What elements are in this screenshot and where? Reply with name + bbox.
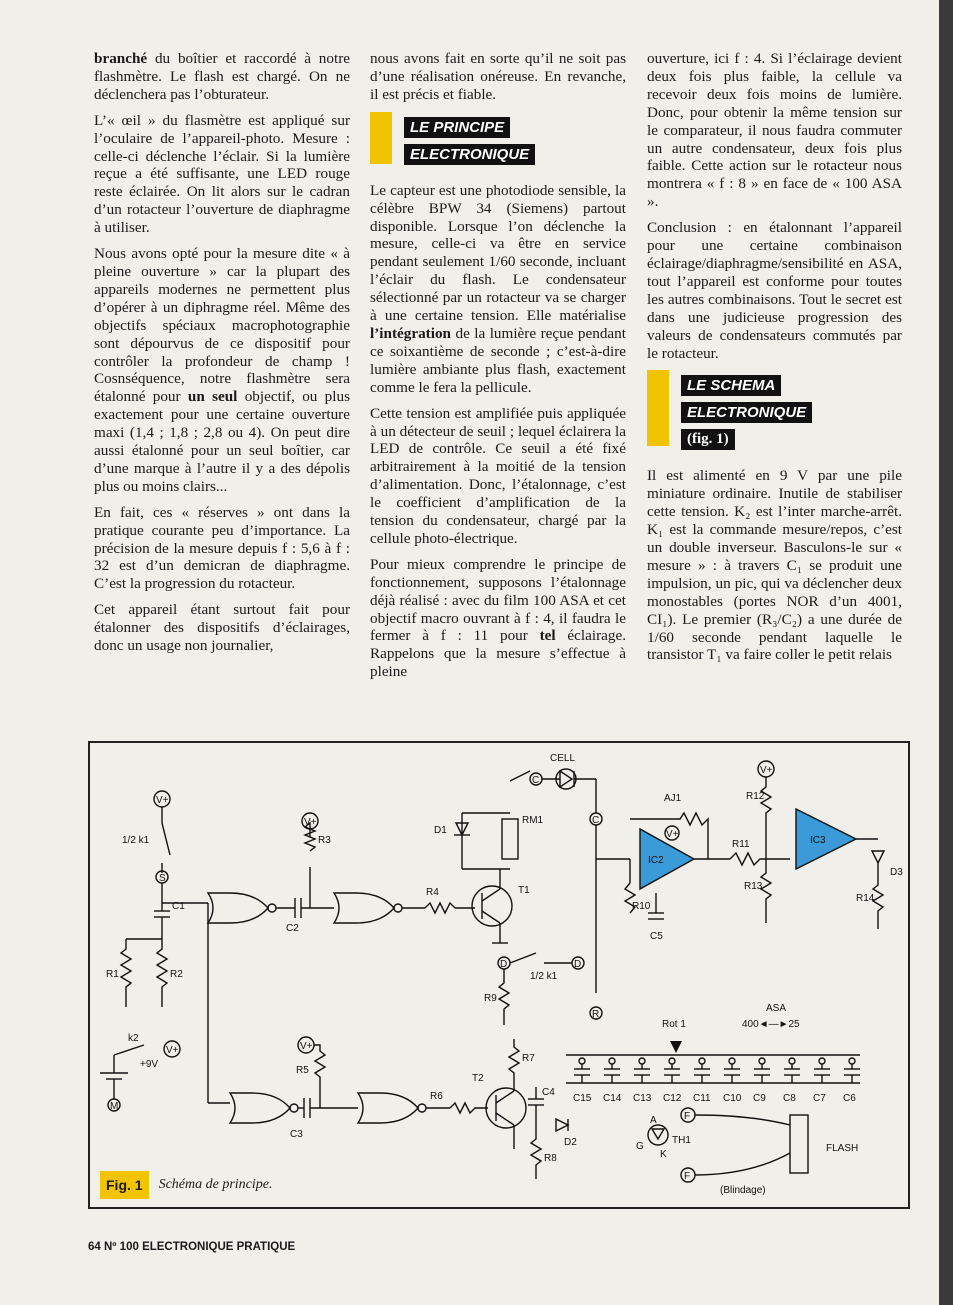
figure-caption [100,1171,272,1199]
capacitor-c11 [693,1058,711,1104]
svg-text:C3: C3 [290,1129,303,1140]
svg-text:C5: C5 [650,931,663,942]
svg-text:C: C [592,815,600,826]
k1-switch-section [106,791,208,1103]
capacitor-c14 [603,1058,622,1104]
heading-yellow-bar [647,370,669,446]
svg-text:ASA: ASA [766,1003,787,1014]
capacitor-label: C11 [693,1093,711,1104]
thyristor-flash-section [636,1108,858,1196]
svg-text:D: D [500,959,508,970]
svg-text:T2: T2 [472,1073,484,1084]
col2-paragraph: Pour mieux comprendre le principe de fonctionnement, supposons l’étalonnage déjà réalisé : avec du film 100 ASA et cet objectif macro ouvrant à f : 4, il faudra le fermer à f : 11 pour tel éclairage. Rappelons que la mesure s’effectue à pleine [370,555,627,681]
section-heading-principe [370,114,626,168]
capacitor-c13 [633,1058,652,1104]
heading-line-2: ELECTRONIQUE [681,402,812,423]
svg-text:R3: R3 [318,835,331,846]
capacitor-label: C9 [753,1093,766,1104]
heading-line-1: LE SCHEMA [681,375,781,396]
svg-text:R6: R6 [430,1091,443,1102]
svg-text:D1: D1 [434,825,447,836]
col2-intro: nous avons fait en sorte qu’il ne soit pas d’une réalisation onéreuse. En revanche, il est précis et fiable. [370,50,626,103]
svg-text:FLASH: FLASH [826,1143,859,1154]
svg-text:(Blindage): (Blindage) [720,1185,766,1196]
heading-yellow-bar [370,112,392,164]
svg-text:R5: R5 [296,1065,309,1076]
svg-text:R4: R4 [426,887,439,898]
col1-paragraph: Nous avons opté pour la mesure dite « à pleine ouverture » car la plupart des appareils modernes ne permettent plus d’opérer à un diphragme réel. Même des objectifs spéciaux macrophotographie sont dépourvus de ce dispositif pour contrôler la profondeur de champ ! Cosnséquence, notre flashmètre sera étalonné pour un seul objectif, ou plus exactement pour une certaine ouverture maxi (1,4 ; 1,8 ; 2,8 ou 4). On peut dire aussi étalonné pour un seul boîtier, car d’une marque à l’autre il y a des dépolis plus ou moins clairs... [94,245,350,495]
capacitor-bank [573,1058,860,1104]
svg-text:Rot 1: Rot 1 [662,1019,686,1030]
figure-number: Fig. 1 [100,1171,149,1199]
col3-top [647,50,902,362]
ic3-opamp-triangle [796,809,856,869]
text-column-1 [94,50,350,663]
capacitor-c10 [723,1058,742,1104]
col1-paragraph: L’« œil » du flasmètre est appliqué sur l’oculaire de l’appareil-photo. Mesure : celle-ci déclenche l’éclair. Si la lumière reçue a été suffisante, une LED rouge reste éclairée. On lit alors sur le cadran d’un rotacteur l’ouverture de diaphragme à utiliser. [94,111,350,237]
capacitor-label: C15 [573,1093,592,1104]
svg-text:V+: V+ [760,765,773,776]
svg-text:R12: R12 [746,791,765,802]
svg-text:R7: R7 [522,1053,535,1064]
svg-text:k2: k2 [128,1033,139,1044]
svg-text:400◄—►25: 400◄—►25 [742,1019,800,1030]
schematic-diagram [90,743,908,1207]
col1-paragraph: Cet appareil étant surtout fait pour étalonner des dispositifs d’éclairages, donc un usage non journalier, [94,601,350,655]
section-heading-schema [647,372,902,453]
svg-text:R13: R13 [744,881,763,892]
svg-text:1/2 k1: 1/2 k1 [122,835,150,846]
rotary-switch-cap-bank [566,1003,860,1104]
svg-text:R10: R10 [632,901,651,912]
figure-caption-text: Schéma de principe. [158,1177,273,1192]
svg-text:V+: V+ [666,829,679,840]
svg-text:AJ1: AJ1 [664,793,682,804]
text-column-3 [647,50,902,672]
col3-paragraph: ouverture, ici f : 4. Si l’éclairage devient deux fois plus faible, la cellule va recevoir deux fois moins de lumière. Donc, pour obtenir la même tension sur le comparateur, il nous faudra commuter un autre condensateur, deux fois plus faible. Cette action sur le rotacteur nous montrera « f : 8 » en face de « 100 ASA ». [647,50,902,211]
svg-text:D2: D2 [564,1137,577,1148]
svg-text:R9: R9 [484,993,497,1004]
svg-text:S: S [159,873,166,884]
svg-text:V+: V+ [300,1041,313,1052]
capacitor-label: C8 [783,1093,796,1104]
col2-paragraph: Le capteur est une photodiode sensible, la célèbre BPW 34 (Siemens) partout disponible. Lorsque l’on déclenche la mesure, celle-ci va être en service pendant seulement 1/60 seconde, incluant l’éclair du flash. Le condensateur sélectionné par un rotacteur va se charger à une certaine tension. Elle matérialise l’intégration de la lumière reçue pendant ce soixantième de seconde ; c’est-à-dire lumière ambiante plus flash, exactement comme le fera la pellicule. [370,181,626,396]
svg-text:F: F [684,1111,691,1122]
capacitor-c7 [813,1058,830,1104]
schematic-figure [88,741,910,1209]
svg-text:+9V: +9V [140,1059,159,1070]
svg-text:M: M [110,1101,119,1112]
k1b-r9-section [484,953,602,1025]
col1-paragraph: En fait, ces « réserves » ont dans la pratique courante peu d’importance. La précision de la mesure depuis f : 5,6 à f : 32 est d’un demicran de diaphragme. C’est la progression du rotacteur. [94,503,350,593]
col1-paragraph: branché du boîtier et raccordé à notre flashmètre. Le flash est chargé. On ne déclenchera pas l’obturateur. [94,50,350,103]
capacitor-label: C6 [843,1093,856,1104]
col3-schema-text: Il est alimenté en 9 V par une pile miniature ordinaire. Inutile de stabiliser cette tension. K₂ est l’inter marche-arrêt. K₁ est la commande mesure/repos, c’est un double inverseur. Basculons-le sur « mesure » : à travers C₁ se produit une impulsion, un pic, qui va déclencher deux monostables (portes NOR d’un 4001, CI₁). Le premier (R₃/C₂) a une durée de 1/60 seconde pendant laquelle le transistor T₁ va faire coller le petit relais [647,467,902,664]
svg-text:D3: D3 [890,867,903,878]
svg-text:C: C [532,775,540,786]
svg-text:A: A [650,1115,657,1126]
svg-text:R8: R8 [544,1153,557,1164]
heading-line-1: LE PRINCIPE [404,117,510,138]
svg-text:F: F [684,1171,691,1182]
svg-text:V+: V+ [156,795,169,806]
svg-text:R2: R2 [170,969,183,980]
capacitor-label: C14 [603,1093,622,1104]
heading-line-2: ELECTRONIQUE [404,144,535,165]
svg-text:CELL: CELL [550,753,576,764]
svg-text:G: G [636,1141,644,1152]
page-edge-shadow [939,0,953,1305]
svg-text:V+: V+ [166,1045,179,1056]
col2-paragraph: Cette tension est amplifiée puis appliquée à un détecteur de seuil ; lequel éclairera la LED de contrôle. Ce seuil a été fixé arbitrairement à la moitié de la tension d’alimentation. Donc, l’étalonnage, c’est le coefficient d’amplification de la tension du condensateur, chargé par la cellule photo-électrique. [370,404,626,547]
svg-text:R: R [592,1009,600,1020]
capacitor-c6 [843,1058,860,1104]
svg-text:1/2 k1: 1/2 k1 [530,971,558,982]
capacitor-label: C7 [813,1093,826,1104]
svg-text:C1: C1 [172,901,185,912]
svg-text:C2: C2 [286,923,299,934]
capacitor-c9 [753,1058,770,1104]
capacitor-c12 [663,1058,682,1104]
text-column-2 [370,50,626,689]
capacitor-label: C13 [633,1093,652,1104]
capacitor-label: C10 [723,1093,742,1104]
capacitor-label: C12 [663,1093,682,1104]
svg-text:R1: R1 [106,969,119,980]
svg-text:RM1: RM1 [522,815,544,826]
svg-text:C4: C4 [542,1087,555,1098]
transistor-t1-relay [434,813,544,943]
svg-text:K: K [660,1149,667,1160]
svg-text:V+: V+ [304,817,317,828]
heading-fig-ref: (fig. 1) [681,429,735,450]
power-supply [100,1033,180,1112]
capacitor-c8 [783,1058,800,1104]
capacitor-c15 [573,1058,592,1104]
svg-text:T1: T1 [518,885,530,896]
page-footer: 64 Nº 100 ELECTRONIQUE PRATIQUE [88,1241,296,1253]
svg-text:D: D [574,959,582,970]
svg-text:IC3: IC3 [810,835,826,846]
col2-body [370,182,626,681]
col3-paragraph: Conclusion : en étalonnant l’appareil pour une certaine combinaison éclairage/diaphragme/sensibilité en ASA, tout l’appareil est conforme pour toutes les autres combinaisons. Tout le secret est dans une judicieuse progression des valeurs de condensateurs commutés par le rotacteur. [647,219,902,362]
svg-text:R11: R11 [732,839,750,850]
svg-text:IC2: IC2 [648,855,664,866]
monostable-2 [208,1037,577,1179]
svg-text:R14: R14 [856,893,875,904]
svg-text:TH1: TH1 [672,1135,691,1146]
cell-and-amplifiers [510,753,903,993]
